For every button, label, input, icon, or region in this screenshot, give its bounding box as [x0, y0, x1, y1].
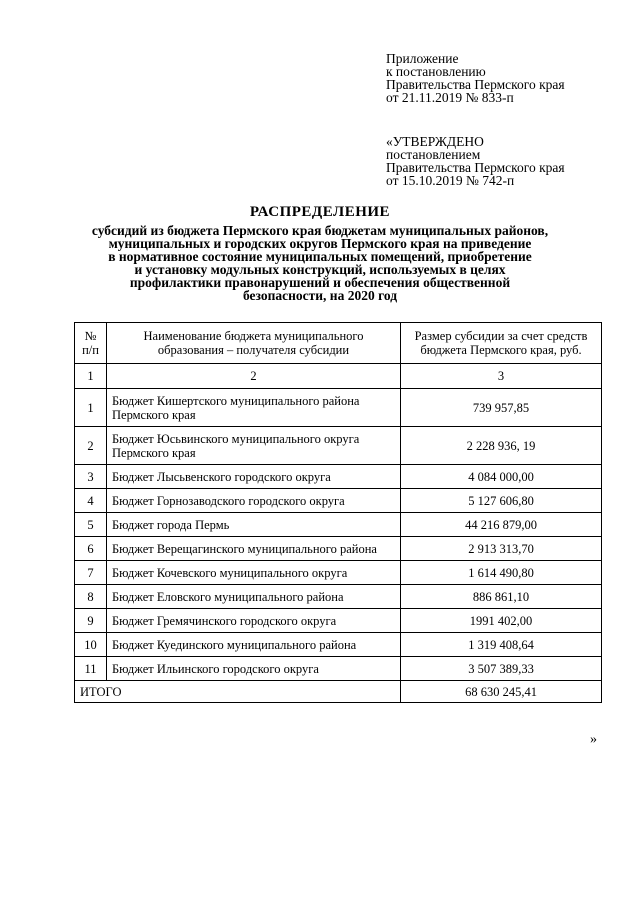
row-num: 7 [75, 561, 107, 585]
table-row [75, 585, 602, 609]
table-header-row [75, 323, 602, 364]
row-name: Бюджет Гремячинского городского округа [107, 609, 401, 633]
subtitle-line: в нормативное состояние муниципальных помещений, приобретение [108, 249, 532, 264]
row-num: 5 [75, 513, 107, 537]
row-name: Бюджет Горнозаводского городского округа [107, 489, 401, 513]
document-title: РАСПРЕДЕЛЕНИЕ [249, 204, 391, 220]
row-num: 2 [75, 427, 107, 465]
annex-block [386, 52, 626, 104]
row-name: Бюджет Ильинского городского округа [107, 657, 401, 681]
index-cell: 2 [107, 364, 401, 389]
table-row [75, 389, 602, 427]
table-index-row [75, 364, 602, 389]
approval-line: от 15.10.2019 № 742-п [386, 173, 515, 188]
table-row [75, 427, 602, 465]
row-num: 10 [75, 633, 107, 657]
row-num: 6 [75, 537, 107, 561]
row-name: Бюджет Кочевского муниципального округа [107, 561, 401, 585]
row-amount: 886 861,10 [401, 585, 602, 609]
closing-quote: » [590, 732, 597, 747]
row-name: Бюджет Еловского муниципального района [107, 585, 401, 609]
approval-line: «УТВЕРЖДЕНО [386, 134, 484, 149]
row-num: 8 [75, 585, 107, 609]
index-cell: 1 [75, 364, 107, 389]
row-amount: 1991 402,00 [401, 609, 602, 633]
row-amount: 739 957,85 [401, 389, 602, 427]
row-num: 1 [75, 389, 107, 427]
table-row [75, 561, 602, 585]
header-name: Наименование бюджета муниципального образования – получателя субсидии [107, 323, 401, 364]
row-amount: 5 127 606,80 [401, 489, 602, 513]
table-row [75, 537, 602, 561]
row-num: 11 [75, 657, 107, 681]
row-amount: 2 913 313,70 [401, 537, 602, 561]
table-row [75, 633, 602, 657]
annex-line: Правительства Пермского края [386, 77, 565, 92]
table-row [75, 657, 602, 681]
approval-block [386, 135, 626, 187]
total-label: ИТОГО [75, 681, 401, 703]
table-row [75, 609, 602, 633]
row-name: Бюджет Лысьвенского городского округа [107, 465, 401, 489]
header-num: № п/п [75, 323, 107, 364]
index-cell: 3 [401, 364, 602, 389]
approval-line: Правительства Пермского края [386, 160, 565, 175]
row-num: 9 [75, 609, 107, 633]
annex-line: к постановлению [386, 64, 486, 79]
subtitle-line: субсидий из бюджета Пермского края бюджетам муниципальных районов, [91, 223, 549, 238]
document-subtitle [40, 224, 600, 302]
row-amount: 4 084 000,00 [401, 465, 602, 489]
table-total-row [75, 681, 602, 703]
annex-line: от 21.11.2019 № 833-п [386, 90, 514, 105]
row-amount: 44 216 879,00 [401, 513, 602, 537]
subtitle-line: безопасности, на 2020 год [242, 288, 398, 303]
table-row [75, 489, 602, 513]
row-amount: 3 507 389,33 [401, 657, 602, 681]
row-name: Бюджет Верещагинского муниципального района [107, 537, 401, 561]
row-num: 4 [75, 489, 107, 513]
total-amount: 68 630 245,41 [401, 681, 602, 703]
table-row [75, 465, 602, 489]
row-name: Бюджет Куединского муниципального района [107, 633, 401, 657]
row-name: Бюджет города Пермь [107, 513, 401, 537]
row-name: Бюджет Кишертского муниципального района Пермского края [107, 389, 401, 427]
row-name: Бюджет Юсьвинского муниципального округа Пермского края [107, 427, 401, 465]
header-amount: Размер субсидии за счет средств бюджета Пермского края, руб. [401, 323, 602, 364]
row-amount: 1 319 408,64 [401, 633, 602, 657]
table-row [75, 513, 602, 537]
subsidy-table [74, 322, 602, 703]
subtitle-line: и установку модульных конструкций, используемых в целях [134, 262, 506, 277]
row-amount: 2 228 936, 19 [401, 427, 602, 465]
row-amount: 1 614 490,80 [401, 561, 602, 585]
subtitle-line: муниципальных и городских округов Пермского края на приведение [108, 236, 532, 251]
row-num: 3 [75, 465, 107, 489]
subtitle-line: профилактики правонарушений и обеспечения общественной [129, 275, 511, 290]
annex-line: Приложение [386, 51, 459, 66]
approval-line: постановлением [386, 147, 481, 162]
